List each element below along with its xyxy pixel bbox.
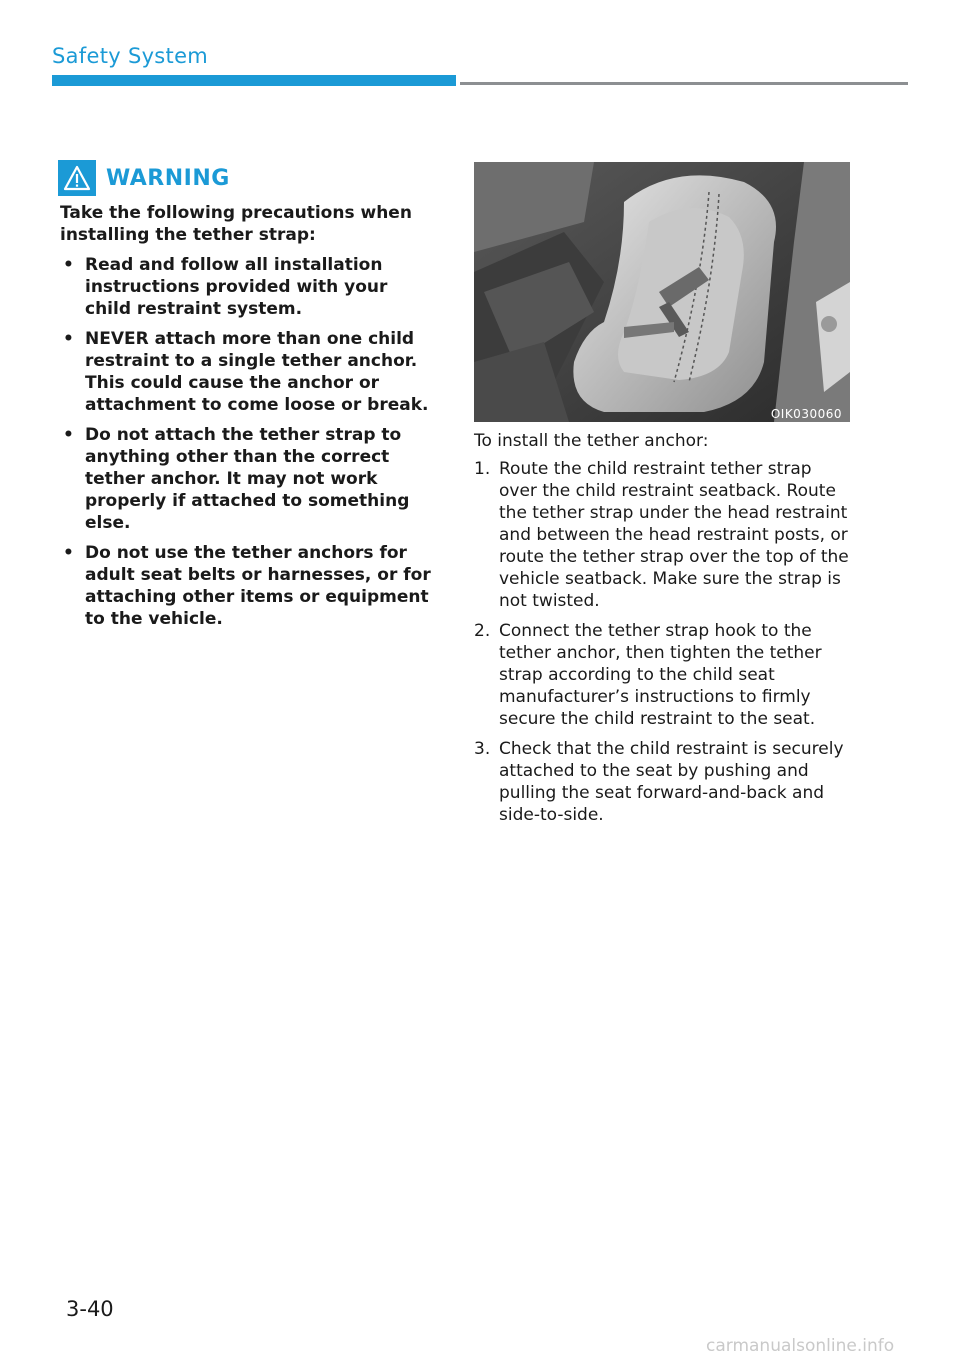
install-instructions bbox=[474, 430, 854, 834]
child-seat-illustration bbox=[474, 162, 850, 422]
header-accent-bar bbox=[52, 75, 456, 86]
page-number: 3-40 bbox=[66, 1297, 114, 1321]
warning-triangle-icon bbox=[58, 160, 96, 196]
warning-bullet: • Do not attach the tether strap to anything other than the correct tether anchor. It may not work properly if attached to something else. bbox=[63, 425, 410, 533]
install-step: 1. Route the child restraint tether strap over the child restraint seatback. Route the tether strap under the head restraint and between the head restraint posts, or route the tether strap over the top of the vehicle seatback. Make sure the strap is not twisted. bbox=[474, 459, 849, 611]
install-step: 3. Check that the child restraint is securely attached to the seat by pushing and pulling the seat forward-and-back and side-to-side. bbox=[474, 739, 844, 825]
install-intro: To install the tether anchor: bbox=[474, 431, 709, 451]
warning-bullet: • Do not use the tether anchors for adult seat belts or harnesses, or for attaching other items or equipment to the vehicle. bbox=[63, 543, 431, 629]
warning-intro: Take the following precautions when installing the tether strap: bbox=[60, 203, 412, 245]
section-title: Safety System bbox=[52, 44, 209, 68]
header-rule bbox=[460, 82, 908, 85]
warning-title: WARNING bbox=[106, 165, 230, 191]
figure-code: OIK030060 bbox=[770, 407, 842, 421]
warning-list bbox=[60, 254, 436, 630]
install-steps bbox=[474, 458, 854, 826]
warning-body bbox=[60, 202, 436, 638]
install-step: 2. Connect the tether strap hook to the tether anchor, then tighten the tether strap according to the child seat manufacturer’s instructions to firmly secure the child restraint to the seat. bbox=[474, 621, 822, 729]
warning-bullet: • Read and follow all installation instructions provided with your child restraint system. bbox=[63, 255, 388, 319]
warning-bullet: • NEVER attach more than one child restraint to a single tether anchor. This could cause the anchor or attachment to come loose or break. bbox=[63, 329, 429, 415]
watermark: carmanualsonline.info bbox=[706, 1336, 895, 1356]
warning-header bbox=[58, 160, 230, 196]
